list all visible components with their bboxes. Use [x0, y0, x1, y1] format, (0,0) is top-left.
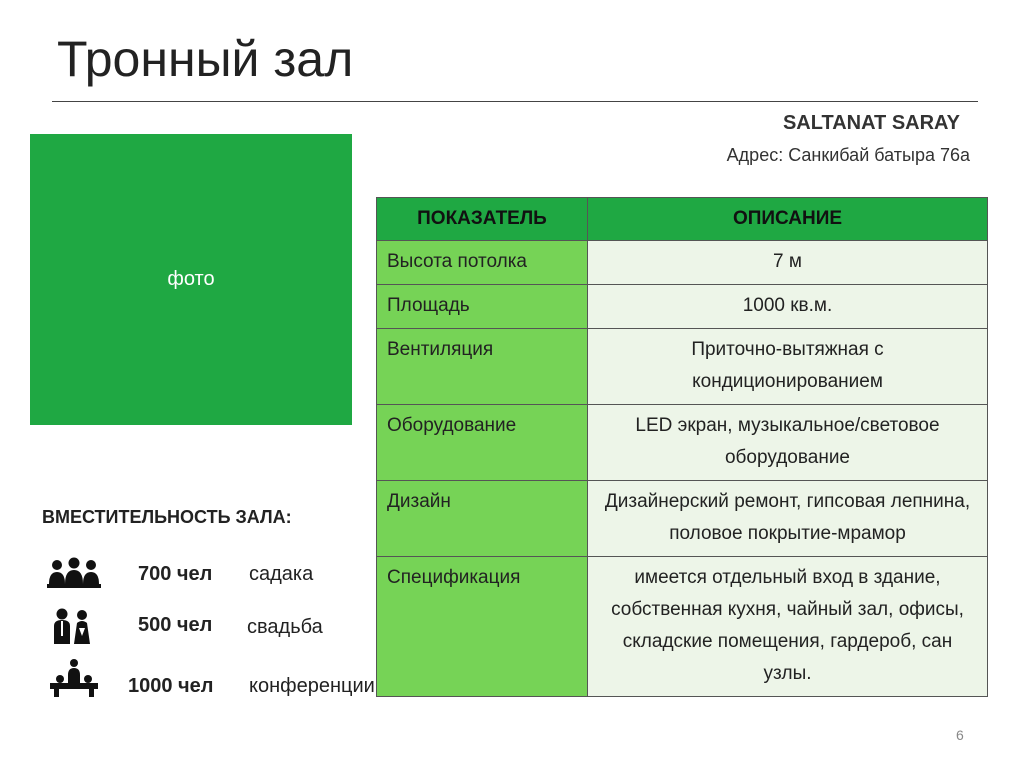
- venue-address: Адрес: Санкибай батыра 76а: [726, 145, 970, 165]
- photo-placeholder: [30, 134, 352, 425]
- parameter-cell: Спецификация: [377, 557, 588, 697]
- capacity-type: конференции: [249, 675, 375, 697]
- capacity-item-sadaka: [46, 554, 366, 594]
- description-cell: Приточно-вытяжная с кондиционированием: [588, 329, 988, 405]
- parameter-cell: Высота потолка: [377, 241, 588, 285]
- parameter-cell: Оборудование: [377, 405, 588, 481]
- description-cell: LED экран, музыкальное/световое оборудование: [588, 405, 988, 481]
- slide-title: Тронный зал: [57, 31, 354, 87]
- photo-label: фото: [167, 268, 215, 290]
- table-row: [377, 405, 988, 481]
- parameter-cell: Вентиляция: [377, 329, 588, 405]
- description-cell: 1000 кв.м.: [588, 285, 988, 329]
- column-header-description: ОПИСАНИЕ: [588, 198, 988, 241]
- table-row: [377, 241, 988, 285]
- table-row: [377, 481, 988, 557]
- column-header-parameter: ПОКАЗАТЕЛЬ: [377, 198, 588, 241]
- wedding-couple-icon: [46, 606, 102, 646]
- parameter-cell: Площадь: [377, 285, 588, 329]
- capacity-count: 700 чел: [138, 563, 213, 585]
- description-cell: имеется отдельный вход в здание, собственная кухня, чайный зал, офисы, складские помещения, гардероб, сан узлы.: [588, 557, 988, 697]
- conference-speaker-icon: [46, 658, 102, 698]
- table-row: [377, 285, 988, 329]
- capacity-type: свадьба: [247, 616, 323, 638]
- table-row: [377, 557, 988, 697]
- specifications-table: [376, 197, 988, 697]
- venue-name: SALTANAT SARAY: [782, 112, 960, 134]
- page-number: 6: [956, 727, 964, 743]
- table-row: [377, 329, 988, 405]
- capacity-count: 500 чел: [138, 614, 213, 636]
- capacity-count: 1000 чел: [128, 675, 214, 697]
- description-cell: 7 м: [588, 241, 988, 285]
- parameter-cell: Дизайн: [377, 481, 588, 557]
- table-header-row: [377, 198, 988, 241]
- capacity-heading: ВМЕСТИТЕЛЬНОСТЬ ЗАЛА:: [42, 507, 292, 527]
- description-cell: Дизайнерский ремонт, гипсовая лепнина, половое покрытие-мрамор: [588, 481, 988, 557]
- title-divider: [52, 101, 978, 102]
- capacity-item-conference: [46, 658, 406, 698]
- capacity-item-wedding: [46, 606, 366, 646]
- capacity-type: садака: [249, 563, 314, 585]
- audience-icon: [46, 554, 102, 594]
